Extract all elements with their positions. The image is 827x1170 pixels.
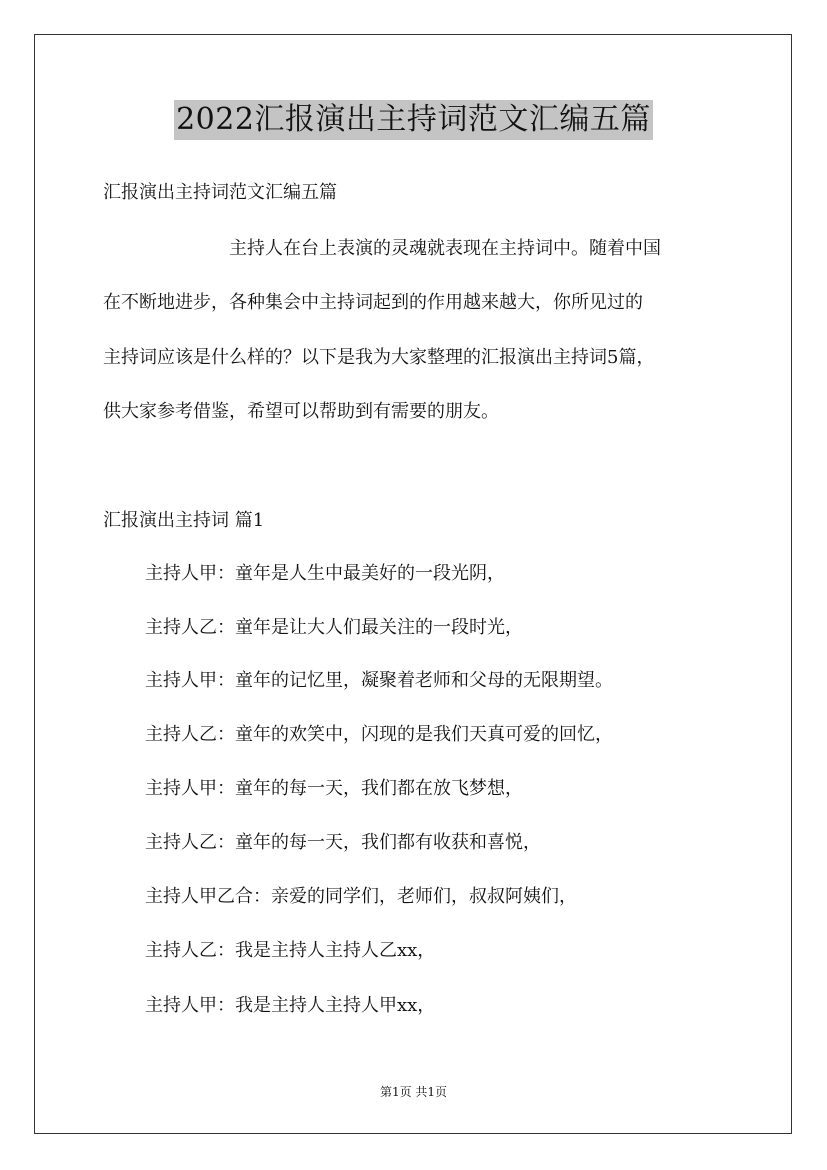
dialogue-line: 主持人乙：我是主持人主持人乙xx， bbox=[145, 940, 436, 961]
intro-line-2: 在不断地进步，各种集会中主持词起到的作用越来越大，你所见过的 bbox=[103, 292, 643, 313]
dialogue-line: 主持人甲乙合：亲爱的同学们，老师们，叔叔阿姨们， bbox=[145, 886, 577, 907]
dialogue-line: 主持人甲：我是主持人主持人甲xx， bbox=[145, 995, 436, 1016]
dialogue-line: 主持人乙：童年的欢笑中，闪现的是我们天真可爱的回忆， bbox=[145, 724, 613, 745]
dialogue-line: 主持人甲：童年的记忆里，凝聚着老师和父母的无限期望。 bbox=[145, 670, 613, 691]
dialogue-line: 主持人乙：童年是让大人们最关注的一段时光， bbox=[145, 617, 523, 638]
section-heading: 汇报演出主持词 篇1 bbox=[103, 510, 265, 531]
page-number: 第1页 共1页 bbox=[379, 1085, 448, 1099]
intro-line-4: 供大家参考借鉴，希望可以帮助到有需要的朋友。 bbox=[103, 401, 499, 422]
dialogue-line: 主持人甲：童年是人生中最美好的一段光阴， bbox=[145, 563, 505, 584]
document-subtitle: 汇报演出主持词范文汇编五篇 bbox=[103, 182, 337, 203]
dialogue-line: 主持人甲：童年的每一天，我们都在放飞梦想， bbox=[145, 778, 523, 799]
dialogue-line: 主持人乙：童年的每一天，我们都有收获和喜悦， bbox=[145, 832, 541, 853]
intro-line-1: 主持人在台上表演的灵魂就表现在主持词中。随着中国 bbox=[229, 238, 661, 259]
title-container bbox=[0, 100, 827, 140]
document-title: 2022汇报演出主持词范文汇编五篇 bbox=[174, 100, 653, 140]
intro-line-3: 主持词应该是什么样的？以下是我为大家整理的汇报演出主持词5篇， bbox=[103, 347, 655, 368]
